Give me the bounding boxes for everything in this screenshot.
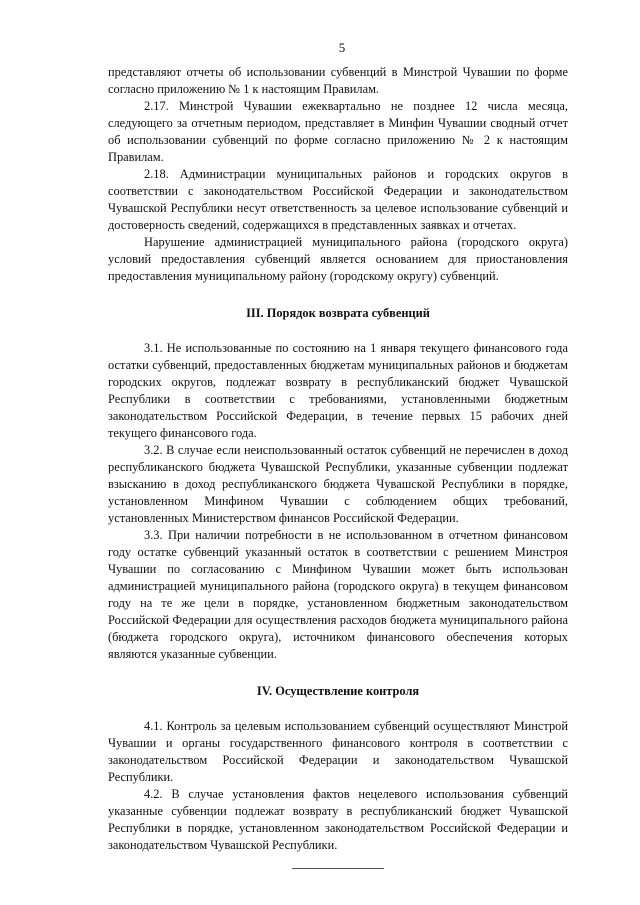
paragraph-2-18: 2.18. Администрации муниципальных районов и городских округов в соответствии с законодательством Российской Федерации и законодательством Чувашской Республики несут ответственность за целевое использование субвенций и достоверность сведений, содержащихся в представленных заявках и отчетах. [108,167,568,232]
paragraph-4-1: 4.1. Контроль за целевым использованием субвенций осуществляют Минстрой Чувашии и органы государственного финансового контроля в соответствии с законодательством Российской Федерации и законодательством Чувашской Республики. [108,719,568,784]
intro-continuation-paragraph: представляют отчеты об использовании субвенций в Минстрой Чувашии по форме согласно приложению № 1 к настоящим Правилам. [108,65,568,96]
spacer [108,285,568,305]
paragraph-3-3: 3.3. При наличии потребности в не использованном в отчетном финансовом году остатке субвенций указанный остаток в соответствии с решением Минстроя Чувашии по согласованию с Минфином Чувашии может быть использован администрацией муниципального района (городского округа) в текущем финансовом году на те же цели в порядке, установленном бюджетным законодательством Российской Федерации для осуществления расходов бюджета муниципального района (бюджета городского округа), источником финансового обеспечения которых являются указанные субвенции. [108,528,568,661]
paragraph-violation: Нарушение администрацией муниципального района (городского округа) условий предоставления субвенций является основанием для приостановления предоставления муниципальному району (городскому округу) субвенций. [108,235,568,283]
section-4-heading: IV. Осуществление контроля [256,684,420,698]
section-3-heading: III. Порядок возврата субвенций [246,306,430,320]
paragraph-3-1: 3.1. Не использованные по состоянию на 1 января текущего финансового года остатки субвенций, предоставленных бюджетам муниципальных районов и бюджетам городских округов, подлежат возврату в республиканский бюджет Чувашской Республики в соответствии с требованиями, установленными бюджетным законодательством Российской Федерации, в течение первых 15 рабочих дней текущего финансового года. [108,341,568,440]
spacer [108,663,568,683]
paragraph-3-2: 3.2. В случае если неиспользованный остаток субвенций не перечислен в доход республиканского бюджета Чувашской Республики, указанные субвенции подлежат взысканию в доход республиканского бюджета Чувашской Республики в порядке, установленном Минфином Чувашии с соблюдением общих требований, установленных Министерством финансов Российской Федерации. [108,443,568,525]
spacer [108,322,568,340]
paragraph-2-17: 2.17. Минстрой Чувашии ежеквартально не позднее 12 числа месяца, следующего за отчетным периодом, представляет в Минфин Чувашии сводный отчет об использовании субвенций по форме согласно приложению № 2 к настоящим Правилам. [108,99,568,164]
footer-divider [292,868,384,869]
page-number: 5 [338,40,346,55]
paragraph-4-2: 4.2. В случае установления фактов нецелевого использования субвенций указанные субвенции подлежат возврату в республиканский бюджет Чувашской Республики в порядке, установленном законодательством Российской Федерации и законодательством Чувашской Республики. [108,787,568,852]
spacer [108,700,568,718]
